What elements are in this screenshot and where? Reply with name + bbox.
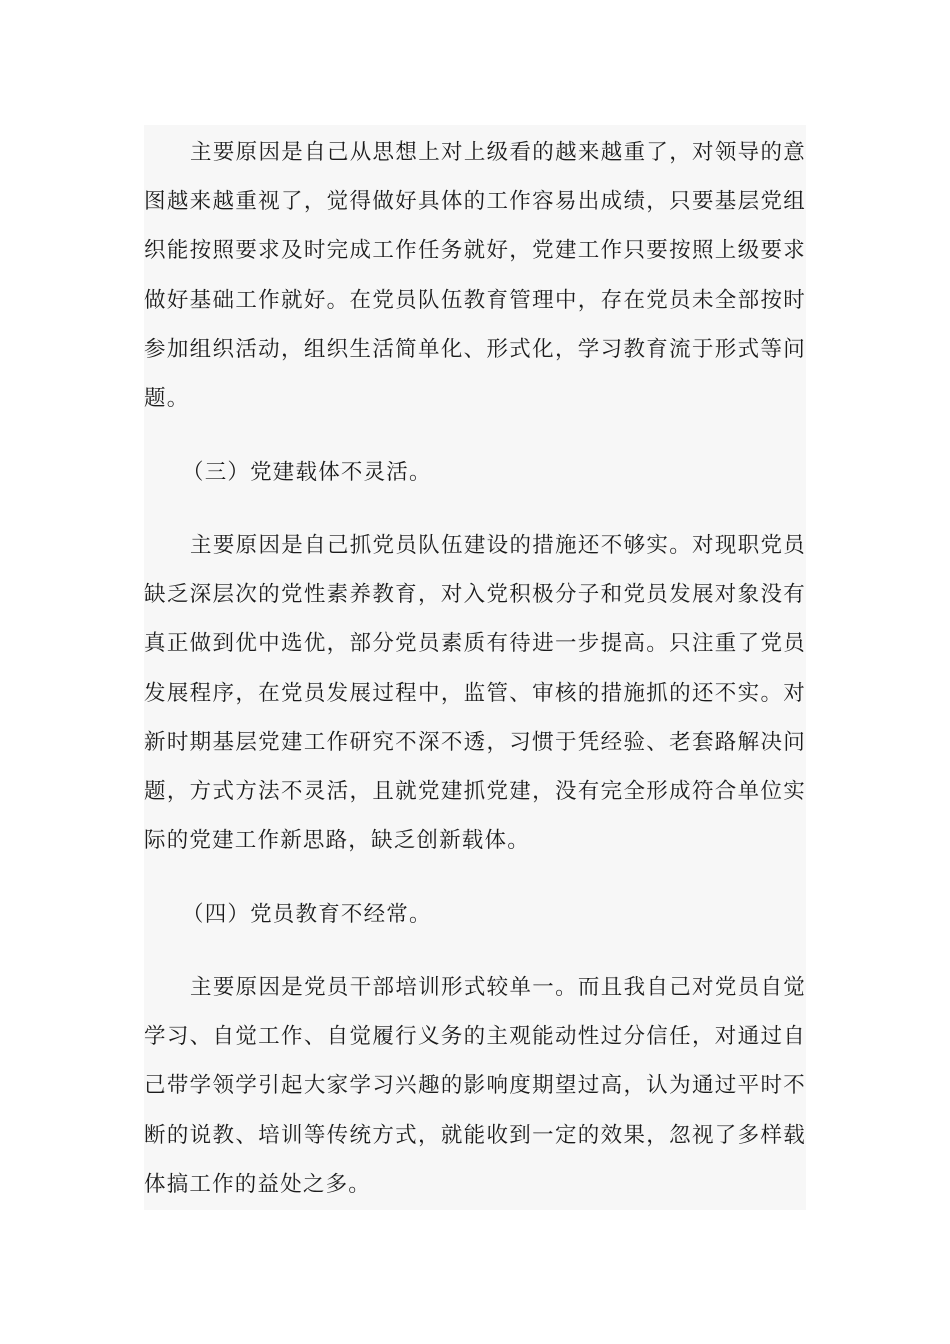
document-body [144,125,806,1210]
paragraph-main-reason-2: 主要原因是自己抓党员队伍建设的措施还不够实。对现职党员缺乏深层次的党性素养教育，对入党积极分子和党员发展对象没有真正做到优中选优，部分党员素质有待进一步提高。只注重了党员发展程序，在党员发展过程中，监管、审核的措施抓的还不实。对新时期基层党建工作研究不深不透，习惯于凭经验、老套路解决问题，方式方法不灵活，且就党建抓党建，没有完全形成符合单位实际的党建工作新思路，缺乏创新载体。 [144,533,806,854]
paragraph-main-reason-1: 主要原因是自己从思想上对上级看的越来越重了，对领导的意图越来越重视了，觉得做好具体的工作容易出成绩，只要基层党组织能按照要求及时完成工作任务就好，党建工作只要按照上级要求做好基础工作就好。在党员队伍教育管理中，存在党员未全部按时参加组织活动，组织生活简单化、形式化，学习教育流于形式等问题。 [144,140,806,412]
section-heading-3: （三）党建载体不灵活。 [182,460,432,485]
section-heading-4: （四）党员教育不经常。 [182,902,432,927]
paragraph-main-reason-3: 主要原因是党员干部培训形式较单一。而且我自己对党员自觉学习、自觉工作、自觉履行义务的主观能动性过分信任，对通过自己带学领学引起大家学习兴趣的影响度期望过高，认为通过平时不断的说教、培训等传统方式，就能收到一定的效果，忽视了多样载体搞工作的益处之多。 [144,975,806,1197]
